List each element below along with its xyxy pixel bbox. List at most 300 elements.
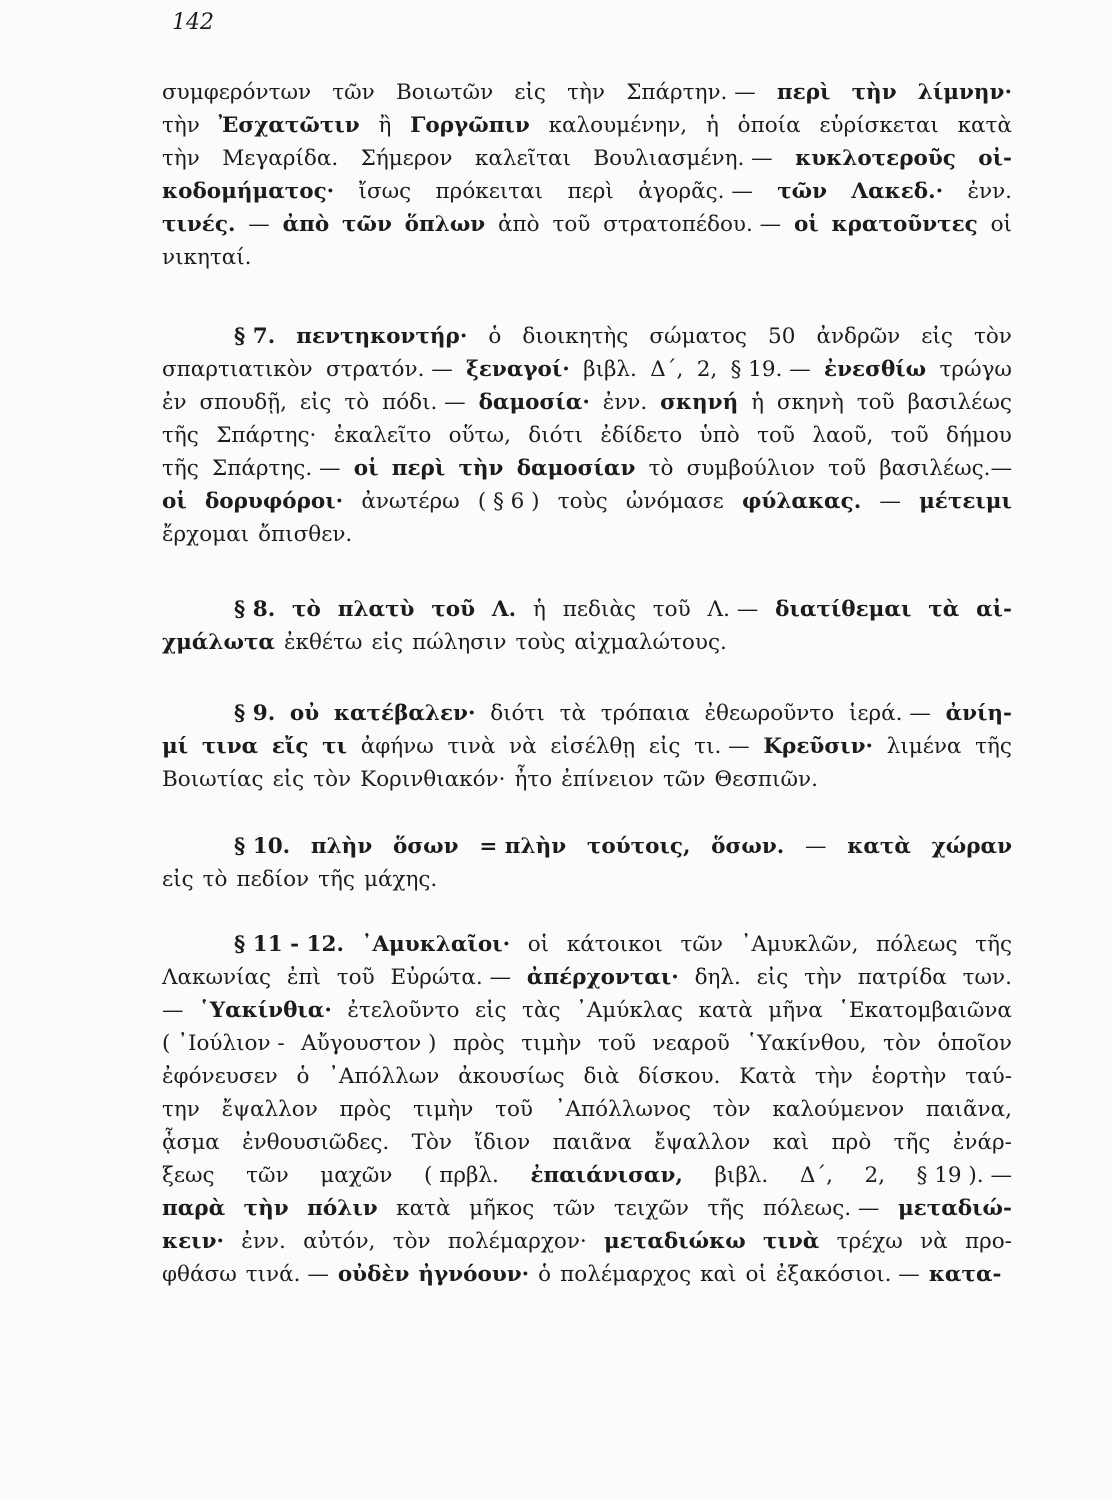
word: διότι — [490, 701, 545, 726]
word: βιβλ. — [583, 357, 637, 382]
word: ἔψαλλον — [654, 1130, 751, 1155]
bold-term: χμάλωτα — [162, 630, 275, 655]
word: πολέμαρχος — [560, 1262, 692, 1287]
word: τὸν — [313, 767, 352, 792]
word: τῶν — [552, 1196, 596, 1221]
bold-term: κοδομήματος· — [162, 179, 335, 204]
word: ὁ — [538, 1262, 552, 1287]
word: τὴν — [162, 146, 200, 171]
word: τὰς — [522, 998, 561, 1023]
bold-term: πεντηκοντήρ· — [296, 324, 468, 349]
word: τὸν — [392, 1229, 431, 1254]
word: πολέμαρχον· — [447, 1229, 587, 1254]
word: στρατόν. — — [325, 357, 453, 382]
word: εἰς — [162, 867, 194, 892]
text-line — [162, 928, 1012, 961]
text-line — [162, 994, 1012, 1027]
text-line — [162, 386, 1012, 419]
word: σπαρτιατικὸν — [162, 357, 313, 382]
bold-term: εἴς — [271, 734, 309, 759]
word: τοῦ — [598, 1031, 636, 1056]
word: εἰς — [648, 734, 681, 759]
word: οἱ — [990, 212, 1012, 237]
word: ἐτελοῦντο — [347, 998, 460, 1023]
word: πατρίδα — [857, 965, 947, 990]
bold-term: πλὴν — [310, 834, 373, 859]
word: ἐνάρ- — [952, 1130, 1012, 1155]
word: δηλ. — [694, 965, 741, 990]
word: τοῦ — [652, 597, 691, 622]
word: τὸν — [883, 1031, 921, 1056]
bold-term: § 10. — [234, 834, 291, 859]
word: Σπάρτην. — — [626, 80, 756, 105]
word: ἡ — [532, 597, 546, 622]
bold-term: Λακεδ.· — [851, 179, 944, 204]
word: τὸν — [973, 324, 1012, 349]
text-line — [162, 1126, 1012, 1159]
word: Εὐρώτα. — — [390, 965, 512, 990]
word: τοῦ — [828, 456, 867, 481]
bold-term: ἠγνόουν· — [418, 1262, 530, 1287]
word: Δ΄, — [650, 357, 684, 382]
word: ἐκθέτω — [283, 630, 363, 655]
word: Κατὰ — [739, 1064, 797, 1089]
word: τοῦ — [336, 965, 375, 990]
bold-term: ξεναγοί· — [466, 357, 570, 382]
word: ἐξακόσιοι. — — [775, 1262, 920, 1287]
word: τῶν — [680, 932, 723, 957]
bold-term: λίμνην· — [917, 80, 1012, 105]
word: ἀγορᾶς. — — [638, 179, 753, 204]
word: τῶν — [246, 1163, 289, 1188]
word: τιμὴν — [521, 1031, 582, 1056]
word: ὁποία — [737, 113, 801, 138]
text-line — [162, 1192, 1012, 1225]
paragraph-section-10 — [162, 830, 1012, 896]
bold-term: τοῦ — [431, 597, 476, 622]
bold-term: ὅσων — [392, 834, 459, 859]
word: τὸ — [648, 456, 674, 481]
word: παιᾶνα — [552, 1130, 632, 1155]
word: τοὺς — [515, 630, 566, 655]
word: εὑρίσκεται — [819, 113, 939, 138]
word: ἦτο — [514, 767, 553, 792]
bold-term: § 8. — [234, 597, 276, 622]
word: ἢ — [378, 113, 392, 138]
word: τῆς — [318, 867, 355, 892]
paragraph-intro — [162, 76, 1012, 274]
text-line — [162, 1159, 1012, 1192]
word: τρόπαια — [600, 701, 690, 726]
word: § 19. — — [730, 357, 811, 382]
word: ὁποῖον — [937, 1031, 1012, 1056]
word: νεαροῦ — [652, 1031, 730, 1056]
word: δήμου — [946, 423, 1012, 448]
bold-term: δαμοσίαν — [516, 456, 636, 481]
text-line — [162, 452, 1012, 485]
word: τινὰ — [447, 734, 496, 759]
word: δίσκου. — [638, 1064, 721, 1089]
paragraph-section-7 — [162, 320, 1012, 551]
word: τὴν — [567, 80, 605, 105]
word: αἰχμαλώτους. — [574, 630, 727, 655]
bold-term: τινές. — [162, 212, 236, 237]
word: ξεως — [162, 1163, 215, 1188]
bold-term: χώραν — [931, 834, 1012, 859]
word: Θεσπιῶν. — [714, 767, 818, 792]
word: τὰ — [559, 701, 586, 726]
word: ᾆσμα — [162, 1130, 220, 1155]
text-line — [162, 730, 1012, 763]
word: ἐκαλεῖτο — [333, 423, 432, 448]
word: τινά. — — [245, 1262, 329, 1287]
word: πρὸς — [452, 1031, 505, 1056]
word: ἐνν. — [967, 179, 1012, 204]
word: ἐνν. — [241, 1229, 286, 1254]
bold-term: δορυφόροι· — [204, 489, 344, 514]
word: Δ΄, — [799, 1163, 833, 1188]
word: Βουλιασμένη. — — [593, 146, 773, 171]
word: ἡ — [705, 113, 719, 138]
text-line — [162, 76, 1012, 109]
word: τρώγω — [939, 357, 1012, 382]
text-line — [162, 593, 1012, 626]
bold-term: μέτειμι — [919, 489, 1012, 514]
bold-term: κατὰ — [847, 834, 911, 859]
bold-term: οἱ — [162, 489, 187, 514]
word: ᾿Αμυκλῶν, — [740, 932, 859, 957]
word: σώματος — [649, 324, 747, 349]
text-line — [162, 961, 1012, 994]
word: τοῦ — [495, 1097, 533, 1122]
word: ( πρβλ. — [423, 1163, 499, 1188]
word: πρὸ — [831, 1130, 872, 1155]
word: ἐνθουσιῶδες. — [242, 1130, 390, 1155]
word: καλεῖται — [474, 146, 571, 171]
word: ᾿Αμύκλας — [576, 998, 683, 1023]
word: καὶ — [772, 1130, 810, 1155]
text-line — [162, 863, 1012, 896]
word: ταύ- — [965, 1064, 1012, 1089]
text-line — [162, 1225, 1012, 1258]
word: ᾿Απόλλωνος — [554, 1097, 691, 1122]
word: Μεγαρίδα. — [222, 146, 339, 171]
text-line — [162, 241, 1012, 274]
word: την — [162, 1097, 200, 1122]
word: ῾Εκατομβαιῶνα — [838, 998, 1012, 1023]
text-line — [162, 175, 1012, 208]
word: ἐθεωροῦντο — [704, 701, 835, 726]
word: ὄπισθεν. — [258, 522, 353, 547]
word: Κορινθιακόν· — [360, 767, 506, 792]
word: νὰ — [509, 734, 537, 759]
bold-term: τὴν — [243, 1196, 289, 1221]
word: των. — [962, 965, 1012, 990]
text-line — [162, 320, 1012, 353]
word: ἔψαλλον — [221, 1097, 318, 1122]
bold-term: σκηνή — [660, 390, 739, 415]
word: τοῦ — [856, 390, 895, 415]
word: νικηταί. — [162, 245, 252, 270]
text-line — [162, 485, 1012, 518]
word: τοῦ — [890, 423, 929, 448]
word: πρόκειται — [435, 179, 544, 204]
word: ἡ — [751, 390, 764, 415]
bold-term: τὴν — [458, 456, 504, 481]
paragraph-section-9 — [162, 697, 1012, 796]
text-line — [162, 1258, 1012, 1291]
text-line — [162, 1060, 1012, 1093]
bold-term: ἐπαιάνισαν, — [530, 1163, 683, 1188]
bold-term: μί — [162, 734, 189, 759]
word: ἀκουσίως — [458, 1064, 565, 1089]
word: τῆς — [893, 1130, 931, 1155]
word: τῶν — [662, 767, 706, 792]
bold-term: οὐδὲν — [337, 1262, 410, 1287]
word: τὸν — [712, 1097, 751, 1122]
bold-term: μεταδιώκω — [604, 1229, 746, 1254]
word: ( ᾿Ιούλιον - — [162, 1031, 285, 1056]
word: τῆς — [162, 456, 199, 481]
word: Τὸν — [411, 1130, 452, 1155]
word: ἐπίνειον — [561, 767, 654, 792]
word: διοικητὴς — [522, 324, 629, 349]
bold-term: δαμοσία· — [478, 390, 590, 415]
text-line — [162, 626, 1012, 659]
word: εἰς — [514, 80, 546, 105]
word: εἰς — [371, 630, 404, 655]
word: μῆκος — [469, 1196, 535, 1221]
word: τρέχω — [836, 1229, 903, 1254]
word: εἰς — [474, 998, 507, 1023]
word: ( § 6 ) — [477, 489, 540, 514]
word: σπουδῇ, — [199, 390, 287, 415]
bold-term: κατέβαλεν· — [333, 701, 476, 726]
word: τὴν — [814, 1064, 853, 1089]
bold-term: περὶ — [391, 456, 446, 481]
bold-term: πόλιν — [307, 1196, 378, 1221]
word: ἴσως — [358, 179, 412, 204]
word: καλούμενον — [772, 1097, 905, 1122]
word: τιμὴν — [413, 1097, 474, 1122]
bold-term: = πλὴν — [479, 834, 567, 859]
bold-term: ὅπλων — [404, 212, 486, 237]
word: εἰς — [756, 965, 789, 990]
bold-term: Γοργῶπιν — [410, 113, 530, 138]
word: τειχῶν — [613, 1196, 689, 1221]
bold-term: § 7. — [234, 324, 276, 349]
word: πόλεως — [876, 932, 958, 957]
word: τι. — — [694, 734, 750, 759]
text-line — [162, 763, 1012, 796]
word: Λ. — — [707, 597, 759, 622]
word: τὸ — [202, 867, 228, 892]
text-line — [162, 697, 1012, 730]
word: οἱ — [745, 1262, 767, 1287]
bold-term: τὴν — [851, 80, 897, 105]
word: φθάσω — [162, 1262, 237, 1287]
word: τῆς — [707, 1196, 745, 1221]
bold-term: περὶ — [776, 80, 831, 105]
bold-term: ἀπέρχονται· — [526, 965, 679, 990]
word: προ- — [964, 1229, 1012, 1254]
word: καλουμένην, — [548, 113, 688, 138]
word: § 19 ). — — [916, 1163, 1012, 1188]
word: τὴν — [804, 965, 842, 990]
bold-term: φύλακας. — [741, 489, 862, 514]
word: περὶ — [567, 179, 614, 204]
word: πόδι. — — [382, 390, 466, 415]
word: παιᾶνα, — [925, 1097, 1012, 1122]
bold-term: τινα — [201, 734, 259, 759]
text-line — [162, 1093, 1012, 1126]
bold-term: πλατὺ — [337, 597, 415, 622]
bold-term: ὅσων. — [711, 834, 785, 859]
word: Αὔγουστον ) — [301, 1031, 437, 1056]
word: ἴδιον — [474, 1130, 531, 1155]
text-line — [162, 518, 1012, 551]
word: στρατοπέδου. — — [603, 212, 782, 237]
text-line — [162, 208, 1012, 241]
word: πρὸς — [339, 1097, 392, 1122]
text-line — [162, 419, 1012, 452]
word: τῆς — [975, 932, 1012, 957]
word: εἰς — [272, 767, 305, 792]
word: ᾿Απόλλων — [328, 1064, 440, 1089]
bold-term: τι — [322, 734, 347, 759]
bold-term: κατα- — [928, 1262, 1002, 1287]
bold-term: ἐνεσθίω — [824, 357, 927, 382]
bold-term: ῾Υακίνθια· — [198, 998, 332, 1023]
word: ἱερά. — — [848, 701, 931, 726]
word: Σήμερον — [360, 146, 453, 171]
word: τοῦ — [757, 423, 795, 448]
word: σκηνὴ — [776, 390, 844, 415]
bold-term: ἀνίη- — [945, 701, 1012, 726]
page-number: 142 — [172, 10, 214, 35]
word: μῆνα — [768, 998, 823, 1023]
bold-term: τῶν — [342, 212, 392, 237]
word: ὠνόμασε — [625, 489, 724, 514]
bold-term: τούτοις, — [586, 834, 691, 859]
word: ἀνδρῶν — [816, 324, 901, 349]
word: Βοιωτῶν — [395, 80, 494, 105]
bold-term: τῶν — [777, 179, 828, 204]
word: τῆς — [975, 734, 1012, 759]
bold-term: αἰ- — [976, 597, 1012, 622]
word: Σπάρτης. — — [212, 456, 341, 481]
word: τῶν — [332, 80, 375, 105]
word: τοὺς — [557, 489, 608, 514]
word: βιβλ. — [714, 1163, 769, 1188]
word: κατὰ — [957, 113, 1012, 138]
word: οἱ — [527, 932, 550, 957]
word: κατὰ — [698, 998, 753, 1023]
word: τῆς — [162, 423, 199, 448]
text-line — [162, 142, 1012, 175]
paragraph-section-11-12 — [162, 928, 1012, 1291]
word: 2, — [696, 357, 718, 382]
word: ῾Υακίνθου, — [746, 1031, 867, 1056]
bold-term: κυκλοτεροῦς — [795, 146, 956, 171]
bold-term: Λ. — [491, 597, 517, 622]
word: αὐτόν, — [303, 1229, 376, 1254]
word: βασιλέως.— — [879, 456, 1012, 481]
word: — — [248, 212, 270, 237]
word: τοῦ — [552, 212, 591, 237]
word: ἀπὸ — [498, 212, 540, 237]
word: ἐπὶ — [286, 965, 321, 990]
word: εἰς — [921, 324, 953, 349]
word: τὴν — [162, 113, 200, 138]
bold-term: § 11 - 12. — [234, 932, 344, 957]
word: ἔρχομαι — [162, 522, 250, 547]
bold-term: τὸ — [292, 597, 321, 622]
word: κατὰ — [396, 1196, 451, 1221]
word: διὰ — [583, 1064, 620, 1089]
word: μάχης. — [363, 867, 438, 892]
bold-term: κρατοῦντες — [831, 212, 978, 237]
bold-term: παρὰ — [162, 1196, 226, 1221]
bold-term: οἱ — [353, 456, 379, 481]
word: τὸ — [344, 390, 370, 415]
bold-term: ἀπὸ — [282, 212, 330, 237]
word: ὁ — [296, 1064, 310, 1089]
bold-term: Ἐσχατῶτιν — [218, 113, 360, 138]
word: ἐνν. — [602, 390, 648, 415]
word: καὶ — [700, 1262, 737, 1287]
bold-term: Κρεῦσιν· — [763, 734, 873, 759]
bold-term: διατίθεμαι — [775, 597, 912, 622]
word: 2, — [864, 1163, 886, 1188]
word: λαοῦ, — [812, 423, 874, 448]
bold-term: οἰ- — [978, 146, 1012, 171]
word: εἰς — [299, 390, 332, 415]
word: ὑπὸ — [699, 423, 740, 448]
word: ἀνωτέρω — [361, 489, 460, 514]
word: βασιλέως — [907, 390, 1012, 415]
word: ἑορτὴν — [871, 1064, 947, 1089]
word: συμβούλιον — [686, 456, 815, 481]
bold-term: § 9. — [234, 701, 276, 726]
word: Λακωνίας — [162, 965, 272, 990]
word: — — [162, 998, 184, 1023]
word: πόλεως. — — [762, 1196, 880, 1221]
word: λιμένα — [886, 734, 962, 759]
word: — — [879, 489, 901, 514]
text-line — [162, 353, 1012, 386]
word: κάτοικοι — [566, 932, 663, 957]
bold-term: τινὰ — [762, 1229, 820, 1254]
word: πώλησιν — [412, 630, 507, 655]
word: συμφερόντων — [162, 80, 312, 105]
word: ἐφόνευσεν — [162, 1064, 278, 1089]
bold-term: τὰ — [928, 597, 960, 622]
word: 50 — [768, 324, 796, 349]
word: πεδιὰς — [562, 597, 636, 622]
word: ὁ — [488, 324, 502, 349]
word: Σπάρτης· — [216, 423, 317, 448]
paragraph-section-8 — [162, 593, 1012, 659]
text-line — [162, 109, 1012, 142]
word: εἰσέλθῃ — [550, 734, 636, 759]
word: διότι — [528, 423, 583, 448]
bold-term: ᾿Αμυκλαῖοι· — [361, 932, 511, 957]
word: νὰ — [920, 1229, 948, 1254]
word: ἀφήνω — [360, 734, 434, 759]
word: πεδίον — [236, 867, 310, 892]
bold-term: μεταδιώ- — [897, 1196, 1012, 1221]
